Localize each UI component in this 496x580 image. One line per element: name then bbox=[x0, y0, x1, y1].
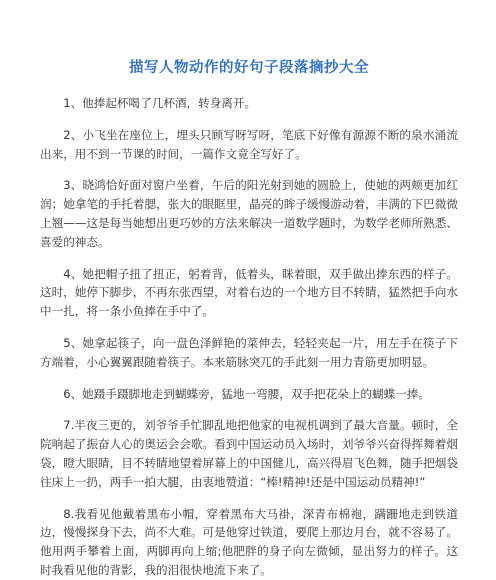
paragraph-2: 2、小飞坐在座位上，埋头只顾写呀写呀，笔底下好像有源源不断的泉水涌流出来，用不到一节课的时间，一篇作文竟全写好了。 bbox=[40, 127, 458, 161]
paragraph-1: 1、他捧起杯喝了几杯酒，转身离开。 bbox=[63, 96, 257, 110]
paragraph-6: 6、她蹑手蹑脚地走到蝴蝶旁，猛地一弯腰，双手把花朵上的蝴蝶一捧。 bbox=[63, 386, 430, 401]
paragraph-7: 7.半夜三更的，刘爷爷手忙脚乱地把他家的电视机调到了最大音量。顿时，全院响起了振奋人心的奥运会会歌。看到中国运动员入场时，刘爷爷兴奋得挥舞着烟袋，瞪大眼睛，目不转睛地望着屏幕上的中国健儿，高兴得眉飞色舞，随手把烟袋往床上一扔，两手一拍大腿，由衷地赞道：“棒!精神!还是中国运动员精神!” bbox=[40, 418, 458, 489]
document-title: 描写人物动作的好句子段落摘抄大全 bbox=[129, 60, 369, 76]
paragraph-4: 4、她把帽子扭了扭正，躬着背，低着头，眯着眼，双手做出捧东西的样子。这时，她停下脚步，不再东张西望，对着右边的一个地方目不转睛，猛然把手向水中一扎，将一条小鱼捧在手中了。 bbox=[40, 266, 458, 319]
paragraph-8: 8.我看见他戴着黑布小帽，穿着黑布大马褂，深青布棉袍，蹒跚地走到铁道边，慢慢探身下去，尚不大难。可是他穿过铁道，要爬上那边月台，就不容易了。他用两手攀着上面，两脚再向上缩;他肥胖的身子向左微倾，显出努力的样子。这时我看见他的背影，我的泪很快地流下来了。 bbox=[40, 506, 458, 577]
paragraph-3: 3、晓鸿恰好面对窗户坐着，午后的阳光射到她的圆脸上，使她的两颊更加红润；她拿笔的手托着腮，张大的眼眶里，晶亮的眸子缓慢游动着，丰满的下巴微微上翘——这是每当她想出更巧妙的方法来解决一道数学题时，为数学老师所熟悉、喜爱的神态。 bbox=[40, 178, 458, 249]
paragraph-5: 5、她拿起筷子，向一盘色泽鲜艳的菜伸去，轻轻夹起一片，用左手在筷子下方端着，小心翼翼跟随着筷子。本来筋脉突兀的手此刻一用力青筋更加明显。 bbox=[40, 335, 458, 369]
